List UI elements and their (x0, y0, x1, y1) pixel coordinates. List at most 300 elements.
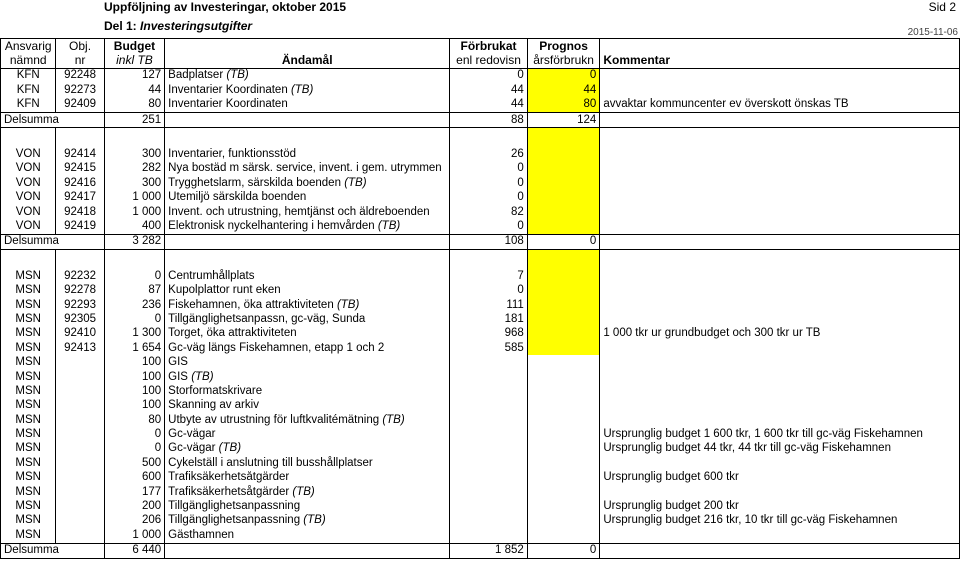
row-andamal (165, 514, 450, 528)
subtotal-prognos: 0 (527, 543, 600, 558)
row-forbrukat: 0 (450, 283, 528, 297)
row-budget: 1 300 (104, 327, 164, 341)
row-andamal (165, 162, 450, 176)
subtotal-kommentar (600, 543, 960, 558)
col-header-blank (165, 39, 450, 54)
table-row (1, 147, 960, 161)
row-andamal (165, 205, 450, 219)
table-row (1, 298, 960, 312)
spacer-cell (450, 250, 528, 270)
row-andamal (165, 341, 450, 355)
subtotal-prognos: 124 (527, 112, 600, 127)
subtotal-forbrukat: 108 (450, 234, 528, 249)
table-row (1, 528, 960, 543)
row-andamal (165, 83, 450, 97)
von-section (1, 128, 960, 250)
row-forbrukat (450, 499, 528, 513)
row-prognos: 44 (527, 83, 600, 97)
row-namnd: MSN (1, 399, 56, 413)
row-andamal (165, 283, 450, 297)
row-kommentar (600, 147, 960, 161)
andamal-text: Centrumhållplats (168, 269, 255, 282)
row-obj-nr: 92417 (56, 191, 104, 205)
col-header-nr: nr (56, 53, 104, 68)
row-andamal (165, 456, 450, 470)
table-row (1, 269, 960, 283)
row-kommentar (600, 219, 960, 234)
row-andamal (165, 312, 450, 326)
row-obj-nr (56, 471, 104, 485)
row-prognos (527, 147, 600, 161)
row-obj-nr: 92418 (56, 205, 104, 219)
row-kommentar: Ursprunglig budget 216 tkr, 10 tkr till gc-väg Fiskehamnen (600, 514, 960, 528)
spacer-cell (104, 250, 164, 270)
section-label: Del 1: (104, 19, 137, 33)
row-budget: 300 (104, 176, 164, 190)
andamal-text: Storformatskrivare (168, 384, 263, 397)
tb-marker: (TB) (292, 485, 315, 498)
row-obj-nr: 92232 (56, 269, 104, 283)
row-kommentar: avvaktar kommuncenter ev överskott önskas TB (600, 98, 960, 113)
table-row (1, 413, 960, 427)
tb-marker: (TB) (344, 176, 367, 189)
row-budget: 206 (104, 514, 164, 528)
spacer-cell (600, 128, 960, 148)
row-budget: 127 (104, 68, 164, 83)
row-prognos (527, 442, 600, 456)
row-namnd: VON (1, 176, 56, 190)
row-kommentar (600, 413, 960, 427)
row-kommentar (600, 456, 960, 470)
table-row (1, 370, 960, 384)
row-forbrukat: 44 (450, 98, 528, 113)
row-obj-nr: 92278 (56, 283, 104, 297)
page-number: Sid 2 (928, 0, 956, 14)
row-obj-nr (56, 442, 104, 456)
row-namnd: MSN (1, 456, 56, 470)
table-row (1, 205, 960, 219)
row-forbrukat: 111 (450, 298, 528, 312)
row-andamal (165, 528, 450, 543)
row-forbrukat: 585 (450, 341, 528, 355)
row-budget: 1 000 (104, 205, 164, 219)
row-prognos: 80 (527, 98, 600, 113)
row-kommentar (600, 312, 960, 326)
row-budget: 0 (104, 427, 164, 441)
row-namnd: VON (1, 205, 56, 219)
header-row-2 (1, 53, 960, 68)
row-namnd: VON (1, 191, 56, 205)
spacer-cell (1, 128, 56, 148)
row-andamal (165, 485, 450, 499)
row-kommentar (600, 298, 960, 312)
row-budget: 100 (104, 399, 164, 413)
andamal-text: Invent. och utrustning, hemtjänst och äldreboenden (168, 205, 430, 218)
tb-marker: (TB) (191, 370, 214, 383)
row-obj-nr (56, 370, 104, 384)
row-andamal (165, 442, 450, 456)
row-namnd: MSN (1, 442, 56, 456)
row-forbrukat: 0 (450, 191, 528, 205)
table-row (1, 68, 960, 83)
spacer-cell (1, 250, 56, 270)
row-budget: 600 (104, 471, 164, 485)
andamal-text: Nya bostäd m särsk. service, invent. i gem. utrymmen (168, 162, 442, 175)
subtotal-andamal (165, 543, 450, 558)
row-forbrukat (450, 514, 528, 528)
row-forbrukat (450, 485, 528, 499)
row-andamal (165, 68, 450, 83)
subtotal-budget: 6 440 (104, 543, 164, 558)
row-kommentar (600, 283, 960, 297)
andamal-text: Badplatser (168, 69, 224, 82)
spacer-cell (600, 250, 960, 270)
row-forbrukat: 0 (450, 219, 528, 234)
row-budget: 177 (104, 485, 164, 499)
row-obj-nr: 92305 (56, 312, 104, 326)
row-prognos (527, 205, 600, 219)
row-namnd: MSN (1, 528, 56, 543)
subtotal-kommentar (600, 112, 960, 127)
row-budget: 100 (104, 384, 164, 398)
andamal-text: Utemiljö särskilda boenden (168, 191, 307, 204)
subtotal-budget: 3 282 (104, 234, 164, 249)
row-kommentar (600, 83, 960, 97)
col-header-namnd: nämnd (1, 53, 56, 68)
row-prognos (527, 485, 600, 499)
row-budget: 0 (104, 312, 164, 326)
subtotal-kommentar (600, 234, 960, 249)
row-obj-nr (56, 485, 104, 499)
row-prognos (527, 341, 600, 355)
tb-marker: (TB) (290, 83, 314, 96)
andamal-text: Inventarier Koordinaten (168, 83, 288, 96)
row-namnd: KFN (1, 98, 56, 113)
tb-marker: (TB) (303, 514, 326, 527)
row-forbrukat (450, 471, 528, 485)
subtotal-andamal (165, 234, 450, 249)
row-kommentar (600, 191, 960, 205)
row-kommentar: Ursprunglig budget 200 tkr (600, 499, 960, 513)
andamal-text: Cykelställ i anslutning till busshållplatser (168, 456, 373, 469)
tb-marker: (TB) (218, 442, 242, 455)
andamal-text: Fiskehamnen, öka attraktiviteten (168, 298, 334, 311)
row-prognos (527, 427, 600, 441)
row-budget: 400 (104, 219, 164, 234)
kfn-section (1, 68, 960, 128)
section-title (104, 19, 252, 33)
andamal-text: Utbyte av utrustning för luftkvalitémätning (168, 413, 380, 426)
andamal-text: Tillgänglighetsanpassning (168, 500, 301, 513)
andamal-text: Inventarier Koordinaten (168, 98, 288, 111)
row-kommentar (600, 341, 960, 355)
row-obj-nr: 92413 (56, 341, 104, 355)
table-row (1, 98, 960, 113)
row-prognos (527, 269, 600, 283)
row-budget: 0 (104, 269, 164, 283)
row-obj-nr: 92409 (56, 98, 104, 113)
row-andamal (165, 298, 450, 312)
row-forbrukat (450, 399, 528, 413)
row-namnd: MSN (1, 485, 56, 499)
row-kommentar: Ursprunglig budget 600 tkr (600, 471, 960, 485)
row-obj-nr: 92416 (56, 176, 104, 190)
row-prognos (527, 219, 600, 234)
row-prognos (527, 499, 600, 513)
col-header-arsforbrukn: årsförbrukn (527, 53, 600, 68)
table-row (1, 427, 960, 441)
row-andamal (165, 384, 450, 398)
row-forbrukat (450, 413, 528, 427)
row-obj-nr (56, 514, 104, 528)
table-row (1, 471, 960, 485)
row-budget: 300 (104, 147, 164, 161)
row-obj-nr (56, 355, 104, 369)
table-row (1, 341, 960, 355)
andamal-text: Inventarier, funktionsstöd (168, 148, 297, 161)
row-namnd: MSN (1, 471, 56, 485)
andamal-text: Trygghetslarm, särskilda boenden (168, 176, 341, 189)
spacer-cell (104, 128, 164, 148)
row-forbrukat (450, 442, 528, 456)
spacer-cell (56, 128, 104, 148)
row-prognos (527, 471, 600, 485)
row-budget: 100 (104, 355, 164, 369)
row-forbrukat: 7 (450, 269, 528, 283)
table-row (1, 485, 960, 499)
subtotal-label: Delsumma (1, 543, 105, 558)
col-header-budget: Budget (104, 39, 164, 54)
table-row (1, 399, 960, 413)
spacer-row (1, 250, 960, 270)
table-row (1, 442, 960, 456)
table-row (1, 176, 960, 190)
row-obj-nr (56, 384, 104, 398)
row-andamal (165, 191, 450, 205)
row-namnd: VON (1, 162, 56, 176)
table-row (1, 384, 960, 398)
col-header-kommentar: Kommentar (600, 53, 960, 68)
row-prognos (527, 514, 600, 528)
spacer-row (1, 128, 960, 148)
spacer-cell (165, 128, 450, 148)
row-obj-nr: 92419 (56, 219, 104, 234)
row-budget: 500 (104, 456, 164, 470)
row-kommentar: Ursprunglig budget 44 tkr, 44 tkr till gc-väg Fiskehamnen (600, 442, 960, 456)
row-prognos (527, 413, 600, 427)
investment-table (0, 38, 960, 559)
col-header-ansvarig: Ansvarig (1, 39, 56, 54)
row-forbrukat (450, 370, 528, 384)
row-namnd: MSN (1, 514, 56, 528)
row-namnd: MSN (1, 370, 56, 384)
row-namnd: MSN (1, 427, 56, 441)
row-andamal (165, 98, 450, 113)
col-header-andamal: Ändamål (165, 53, 450, 68)
andamal-text: Trafiksäkerhetsåtgärder (168, 471, 290, 484)
row-andamal (165, 327, 450, 341)
row-andamal (165, 355, 450, 369)
row-kommentar (600, 205, 960, 219)
row-andamal (165, 499, 450, 513)
row-namnd: MSN (1, 413, 56, 427)
row-andamal (165, 413, 450, 427)
subtotal-forbrukat: 1 852 (450, 543, 528, 558)
row-andamal (165, 399, 450, 413)
row-namnd: MSN (1, 384, 56, 398)
row-andamal (165, 471, 450, 485)
row-kommentar (600, 269, 960, 283)
row-namnd: MSN (1, 355, 56, 369)
row-budget: 80 (104, 413, 164, 427)
row-prognos (527, 283, 600, 297)
row-forbrukat (450, 384, 528, 398)
row-budget: 100 (104, 370, 164, 384)
row-prognos (527, 327, 600, 341)
row-obj-nr (56, 399, 104, 413)
row-prognos (527, 384, 600, 398)
row-forbrukat: 181 (450, 312, 528, 326)
row-prognos: 0 (527, 68, 600, 83)
row-budget: 1 000 (104, 528, 164, 543)
row-forbrukat (450, 355, 528, 369)
tb-marker: (TB) (226, 69, 249, 82)
table-row (1, 83, 960, 97)
row-obj-nr (56, 413, 104, 427)
row-obj-nr: 92414 (56, 147, 104, 161)
table-row (1, 355, 960, 369)
row-kommentar: 1 000 tkr ur grundbudget och 300 tkr ur TB (600, 327, 960, 341)
spacer-cell (450, 128, 528, 148)
report-title: Uppföljning av Investeringar, oktober 2015 (104, 0, 347, 14)
subtotal-label: Delsumma (1, 112, 105, 127)
row-prognos (527, 528, 600, 543)
col-header-inkl-tb: inkl TB (104, 53, 164, 68)
row-forbrukat: 0 (450, 176, 528, 190)
col-header-forbrukat: Förbrukat (450, 39, 528, 54)
tb-marker: (TB) (336, 298, 360, 311)
row-forbrukat (450, 456, 528, 470)
row-kommentar (600, 355, 960, 369)
row-budget: 1 654 (104, 341, 164, 355)
row-forbrukat: 0 (450, 162, 528, 176)
row-andamal (165, 427, 450, 441)
row-obj-nr (56, 528, 104, 543)
row-kommentar (600, 384, 960, 398)
row-prognos (527, 298, 600, 312)
row-prognos (527, 312, 600, 326)
print-date: 2015-11-06 (907, 27, 958, 38)
row-budget: 282 (104, 162, 164, 176)
row-forbrukat: 82 (450, 205, 528, 219)
spacer-cell (165, 250, 450, 270)
spacer-cell (56, 250, 104, 270)
row-kommentar (600, 485, 960, 499)
row-kommentar (600, 68, 960, 83)
row-andamal (165, 176, 450, 190)
row-forbrukat: 968 (450, 327, 528, 341)
table-row (1, 162, 960, 176)
row-kommentar: Ursprunglig budget 1 600 tkr, 1 600 tkr till gc-väg Fiskehamnen (600, 427, 960, 441)
subtotal-budget: 251 (104, 112, 164, 127)
row-kommentar (600, 162, 960, 176)
spacer-cell (527, 250, 600, 270)
andamal-text: Gästhamnen (168, 528, 235, 541)
table-row (1, 456, 960, 470)
row-namnd: MSN (1, 298, 56, 312)
subtotal-forbrukat: 88 (450, 112, 528, 127)
col-header-obj: Obj. (56, 39, 104, 54)
subtotal-andamal (165, 112, 450, 127)
andamal-text: Gc-vägar (168, 442, 216, 455)
subtotal-row (1, 543, 960, 558)
row-obj-nr: 92415 (56, 162, 104, 176)
header-row-1 (1, 39, 960, 54)
row-andamal (165, 147, 450, 161)
row-namnd: MSN (1, 499, 56, 513)
andamal-text: Tillgänglighetsanpassn, gc-väg, Sunda (168, 312, 366, 325)
row-forbrukat: 44 (450, 83, 528, 97)
row-prognos (527, 176, 600, 190)
row-kommentar (600, 370, 960, 384)
row-forbrukat (450, 427, 528, 441)
col-header-prognos: Prognos (527, 39, 600, 54)
row-andamal (165, 269, 450, 283)
document-header (0, 0, 960, 40)
row-namnd: VON (1, 219, 56, 234)
row-prognos (527, 355, 600, 369)
andamal-text: GIS (168, 356, 188, 369)
spacer-cell (527, 128, 600, 148)
andamal-text: Gc-vägar (168, 428, 216, 441)
row-prognos (527, 399, 600, 413)
row-prognos (527, 456, 600, 470)
row-obj-nr: 92248 (56, 68, 104, 83)
subtotal-prognos: 0 (527, 234, 600, 249)
col-header-blank-2 (600, 39, 960, 54)
row-budget: 200 (104, 499, 164, 513)
subtotal-row (1, 112, 960, 127)
row-obj-nr: 92293 (56, 298, 104, 312)
msn-section (1, 250, 960, 559)
row-forbrukat: 26 (450, 147, 528, 161)
andamal-text: Torget, öka attraktiviteten (168, 327, 297, 340)
row-forbrukat (450, 528, 528, 543)
row-budget: 0 (104, 442, 164, 456)
row-budget: 236 (104, 298, 164, 312)
row-namnd: MSN (1, 312, 56, 326)
tb-marker: (TB) (377, 219, 401, 232)
andamal-text: Gc-väg längs Fiskehamnen, etapp 1 och 2 (168, 341, 385, 354)
row-obj-nr: 92273 (56, 83, 104, 97)
row-kommentar (600, 528, 960, 543)
row-andamal (165, 219, 450, 234)
section-name: Investeringsutgifter (140, 19, 253, 33)
row-namnd: MSN (1, 269, 56, 283)
row-namnd: MSN (1, 341, 56, 355)
row-obj-nr (56, 499, 104, 513)
row-namnd: VON (1, 147, 56, 161)
subtotal-label: Delsumma (1, 234, 105, 249)
table-row (1, 191, 960, 205)
table-row (1, 499, 960, 513)
andamal-text: Tillgänglighetsanpassning (168, 514, 301, 527)
row-namnd: MSN (1, 283, 56, 297)
row-namnd: KFN (1, 83, 56, 97)
row-obj-nr: 92410 (56, 327, 104, 341)
table-header (1, 39, 960, 69)
row-budget: 1 000 (104, 191, 164, 205)
